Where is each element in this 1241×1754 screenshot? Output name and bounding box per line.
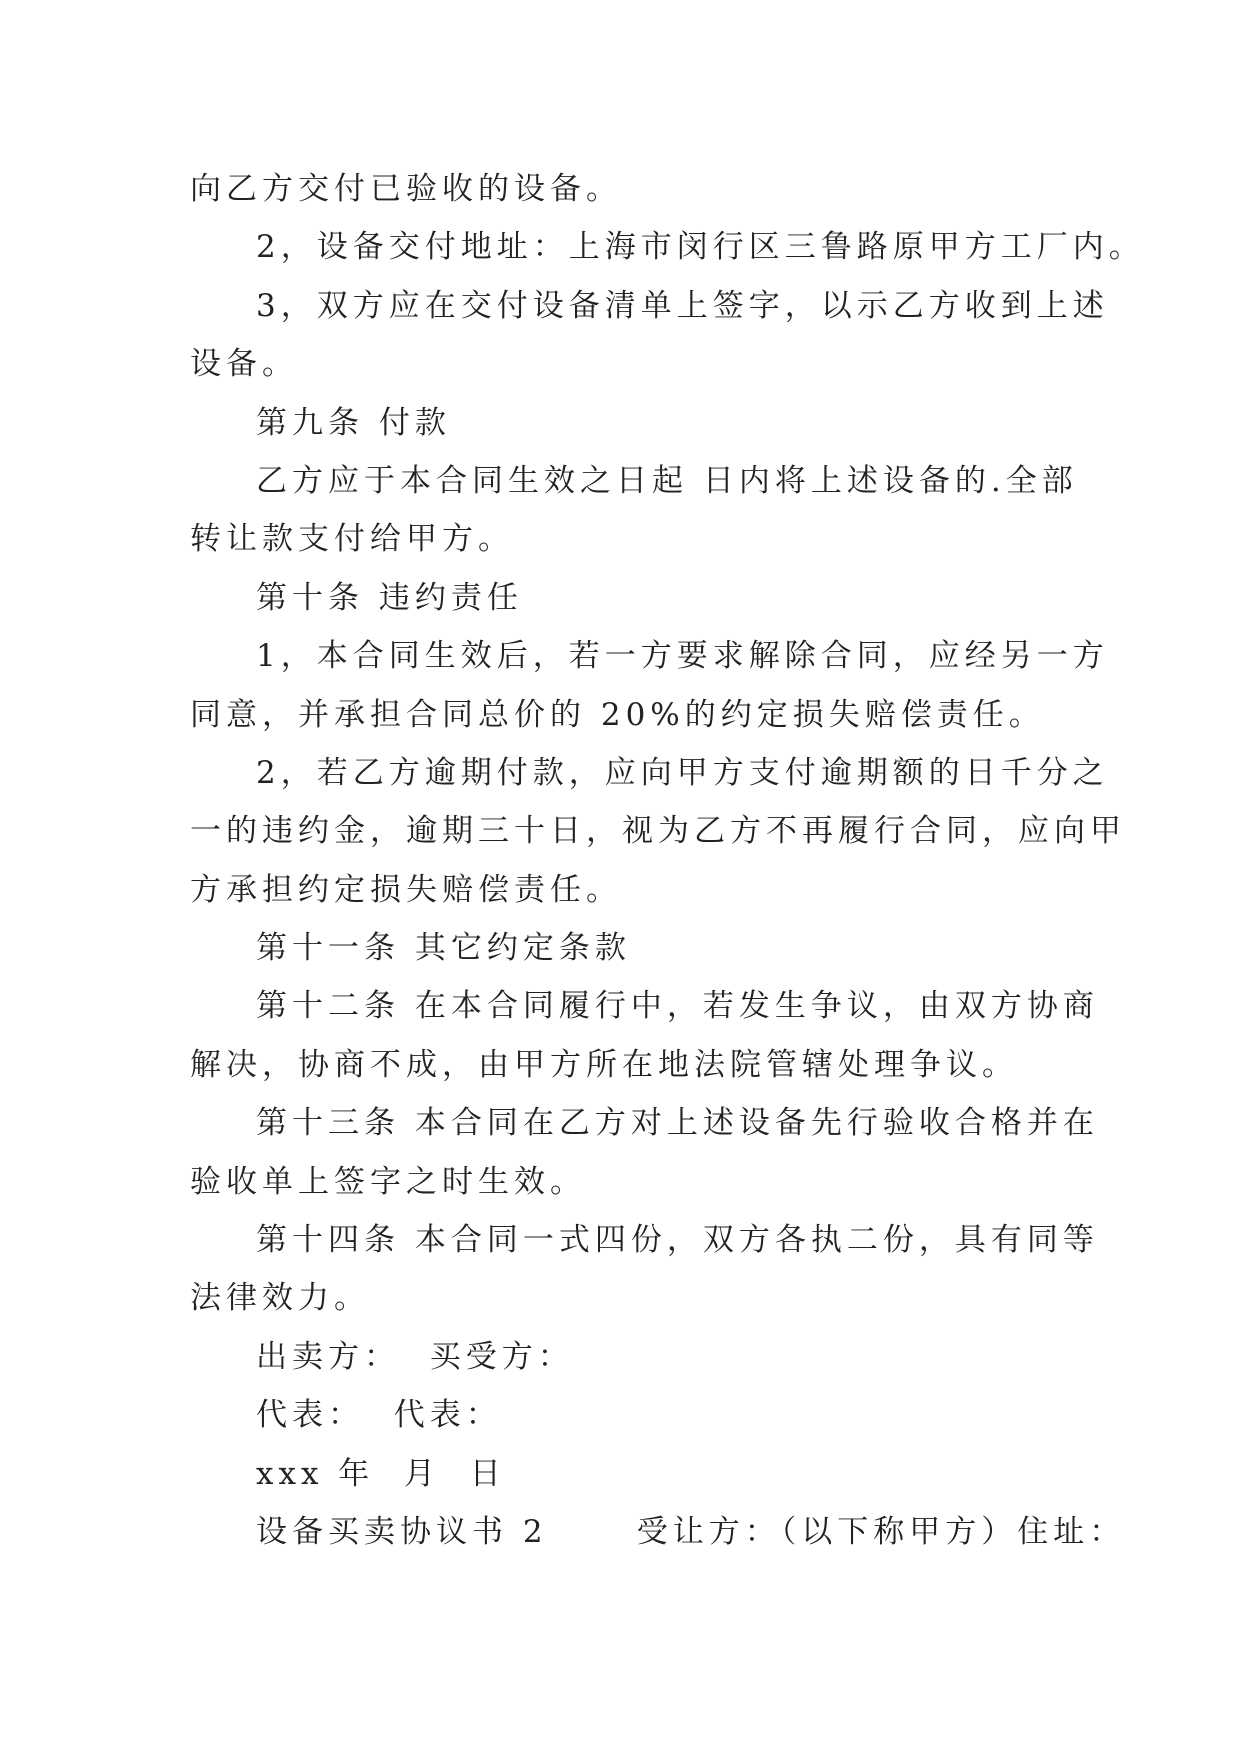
text-line: 代表： 代表： xyxy=(256,1397,502,1434)
text-line: 第九条 付款 xyxy=(256,404,451,441)
text-line: 方承担约定损失赔偿责任。 xyxy=(190,871,622,908)
text-line: 2，若乙方逾期付款，应向甲方支付逾期额的日千分之 xyxy=(256,754,1109,791)
text-line: 乙方应于本合同生效之日起 日内将上述设备的.全部 xyxy=(256,462,1078,499)
text-line: 第十条 违约责任 xyxy=(256,579,523,616)
text-line: 第十二条 在本合同履行中，若发生争议，由双方协商 xyxy=(256,988,1099,1025)
text-line: 2，设备交付地址：上海市闵行区三鲁路原甲方工厂内。 xyxy=(256,229,1145,266)
text-line: 设备买卖协议书 2 受让方：（以下称甲方）住址： xyxy=(256,1513,1126,1550)
text-line: 出卖方： 买受方： xyxy=(256,1338,574,1375)
text-line: 一的违约金，逾期三十日，视为乙方不再履行合同，应向甲 xyxy=(190,813,1126,850)
text-line: 法律效力。 xyxy=(190,1280,370,1317)
text-line: 验收单上签字之时生效。 xyxy=(190,1163,586,1200)
text-line: 第十三条 本合同在乙方对上述设备先行验收合格并在 xyxy=(256,1105,1099,1142)
text-line: 第十四条 本合同一式四份，双方各执二份，具有同等 xyxy=(256,1222,1099,1259)
text-line: 向乙方交付已验收的设备。 xyxy=(190,171,622,207)
text-line: xxx 年 月 日 xyxy=(256,1455,506,1492)
text-line: 解决，协商不成，由甲方所在地法院管辖处理争议。 xyxy=(190,1046,1018,1083)
text-line: 第十一条 其它约定条款 xyxy=(256,930,631,967)
text-line: 3，双方应在交付设备清单上签字，以示乙方收到上述 xyxy=(256,287,1109,324)
text-line: 设备。 xyxy=(190,346,298,383)
text-line: 1，本合同生效后，若一方要求解除合同，应经另一方 xyxy=(256,638,1109,675)
text-line: 同意，并承担合同总价的 20%的约定损失赔偿责任。 xyxy=(190,696,1045,733)
text-line: 转让款支付给甲方。 xyxy=(190,521,514,558)
document-body xyxy=(190,160,1145,1561)
